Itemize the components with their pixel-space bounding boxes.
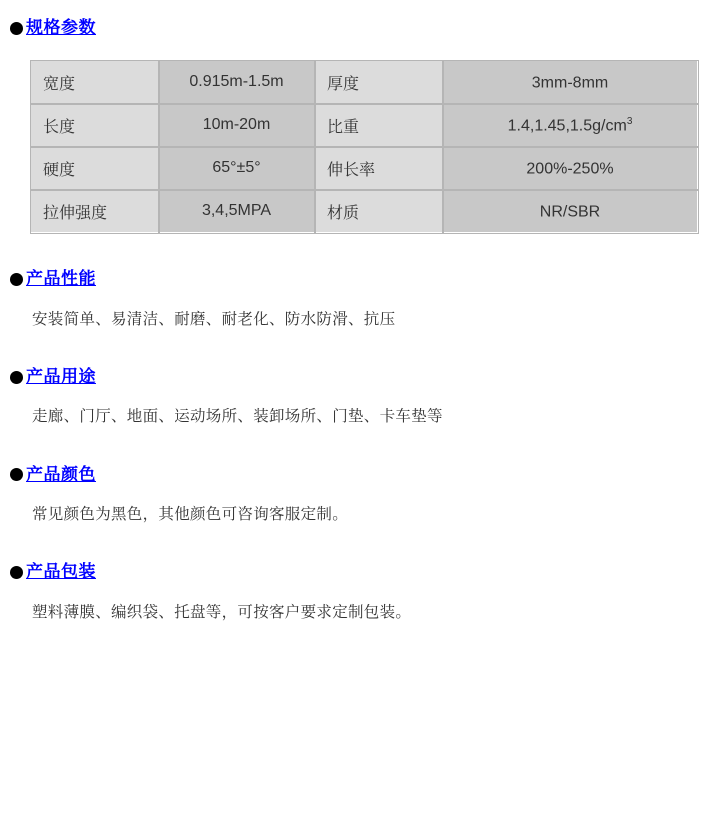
- spec-value-elongation: [443, 147, 698, 190]
- section-title-usage: 产品用途: [26, 367, 96, 387]
- spec-value-density-sup: 3: [626, 115, 633, 127]
- spec-value-thickness: [443, 61, 698, 104]
- section-title-packing: 产品包装: [26, 562, 96, 582]
- spec-value-length: 10m-20m: [159, 104, 315, 147]
- spec-label-tensile: 拉伸强度: [31, 190, 159, 233]
- spec-label-hardness: 硬度: [31, 147, 159, 190]
- spec-value-width: 0.915m-1.5m: [159, 61, 315, 104]
- section-heading-performance: [10, 269, 698, 289]
- spec-label-thickness: 厚度: [315, 61, 443, 104]
- spec-value-tensile: 3,4,5MPA: [159, 190, 315, 233]
- spec-label-material: 材质: [315, 190, 443, 233]
- bullet-icon: [10, 371, 23, 384]
- section-heading-spec: [10, 18, 698, 38]
- section-body-color: 常见颜色为黑色，其他颜色可咨询客服定制。: [32, 506, 349, 524]
- section-body-packing: 塑料薄膜、编织袋、托盘等，可按客户要求定制包装。: [32, 603, 412, 621]
- spec-label-elongation: 伸长率: [315, 147, 443, 190]
- bullet-icon: [10, 566, 23, 579]
- spec-value-elongation-text: 200%-250%: [526, 160, 614, 178]
- section-heading-usage: [10, 367, 698, 387]
- table-row: [31, 61, 698, 104]
- section-title-spec: 规格参数: [26, 18, 96, 37]
- spec-value-material-text: NR/SBR: [539, 203, 601, 221]
- spec-label-length: 长度: [31, 104, 159, 147]
- spec-table: [30, 60, 698, 233]
- section-title-color: 产品颜色: [26, 464, 96, 484]
- bullet-icon: [10, 273, 23, 286]
- table-row: [31, 104, 698, 147]
- spec-table-wrapper: [10, 60, 698, 233]
- section-body-performance: 安装简单、易清洁、耐磨、耐老化、防水防滑、抗压: [32, 310, 396, 328]
- table-row: [31, 190, 698, 233]
- bullet-icon: [10, 22, 23, 35]
- section-heading-packing: [10, 562, 698, 582]
- spec-value-density: [443, 104, 698, 147]
- spec-value-density-text: 1.4,1.45,1.5g/cm: [507, 117, 627, 135]
- spec-value-thickness-text: 3mm-8mm: [531, 74, 609, 92]
- section-heading-color: [10, 465, 698, 485]
- spec-label-density: 比重: [315, 104, 443, 147]
- spec-value-material: [443, 190, 698, 233]
- section-body-usage: 走廊、门厅、地面、运动场所、装卸场所、门垫、卡车垫等: [32, 408, 443, 426]
- section-title-performance: 产品性能: [26, 269, 96, 289]
- table-row: [31, 147, 698, 190]
- spec-label-width: 宽度: [31, 61, 159, 104]
- spec-value-hardness: 65°±5°: [159, 147, 315, 190]
- bullet-icon: [10, 468, 23, 481]
